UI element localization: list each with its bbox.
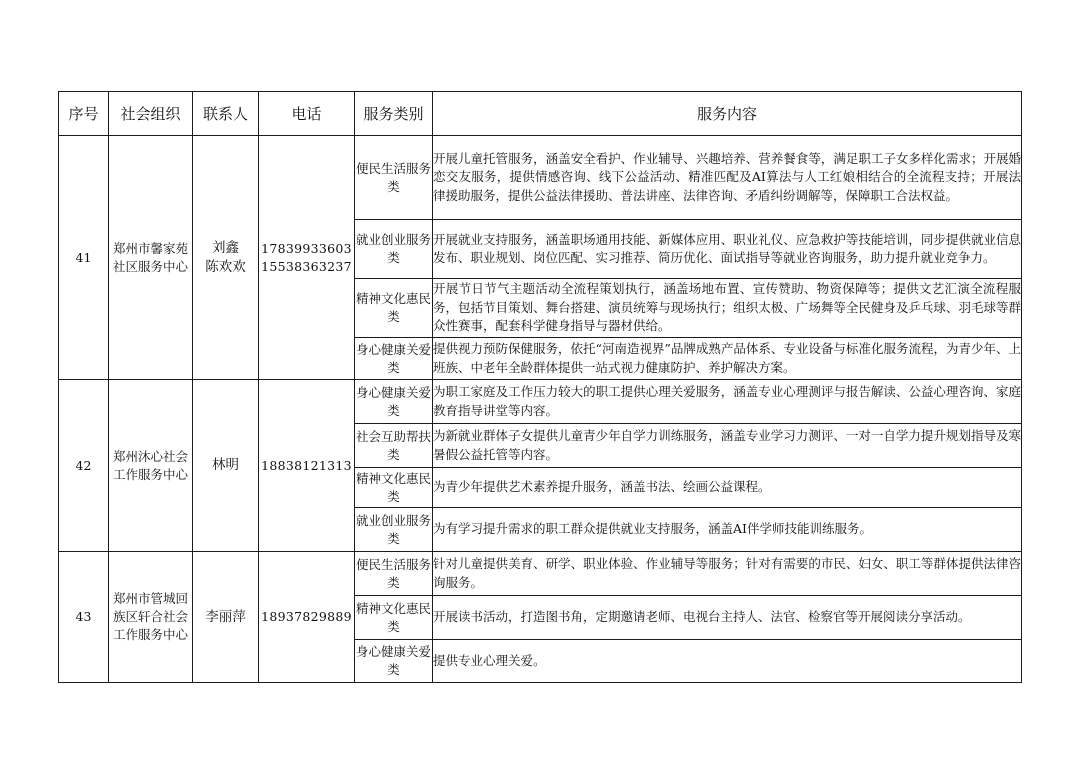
phone-number: 18937829889 xyxy=(261,609,352,624)
service-category: 就业创业服务类 xyxy=(355,220,433,279)
contact-name: 李丽萍 xyxy=(205,608,246,625)
header-index: 序号 xyxy=(59,92,109,136)
service-category: 精神文化惠民类 xyxy=(355,596,433,640)
service-category: 身心健康关爱类 xyxy=(355,338,433,380)
contact-cell xyxy=(193,136,259,380)
phone-cell xyxy=(259,380,355,552)
service-content: 为职工家庭及工作压力较大的职工提供心理关爱服务，涵盖专业心理测评与报告解读、公益心理咨询、家庭教育指导讲堂等内容。 xyxy=(433,380,1022,424)
org-name: 郑州市馨家苑社区服务中心 xyxy=(109,136,193,380)
service-content: 为青少年提供艺术素养提升服务，涵盖书法、绘画公益课程。 xyxy=(433,468,1022,508)
header-org: 社会组织 xyxy=(109,92,193,136)
service-content: 提供专业心理关爱。 xyxy=(433,640,1022,683)
contact-name: 刘鑫 xyxy=(212,239,239,256)
phone-cell xyxy=(259,552,355,683)
header-category: 服务类别 xyxy=(355,92,433,136)
table-row xyxy=(59,380,1022,424)
phone-cell xyxy=(259,136,355,380)
service-content: 提供视力预防保健服务，依托“河南造视界”品牌成熟产品体系、专业设备与标准化服务流程，为青少年、上班族、中老年全龄群体提供一站式视力健康防护、养护解决方案。 xyxy=(433,338,1022,380)
service-content: 开展节日节气主题活动全流程策划执行，涵盖场地布置、宣传赞助、物资保障等；提供文艺汇演全流程服务，包括节目策划、舞台搭建、演员统筹与现场执行；组织太极、广场舞等全民健身及乒乓球、羽毛球等群众性赛事，配套科学健身指导与器材供给。 xyxy=(433,279,1022,338)
service-category: 就业创业服务类 xyxy=(355,508,433,552)
org-name: 郑州沐心社会工作服务中心 xyxy=(109,380,193,552)
service-content: 为新就业群体子女提供儿童青少年自学力训练服务，涵盖专业学习力测评、一对一自学力提升规划指导及寒暑假公益托管等内容。 xyxy=(433,424,1022,468)
table-header-row xyxy=(59,92,1022,136)
service-category: 社会互助帮扶类 xyxy=(355,424,433,468)
phone-number: 17839933603 xyxy=(261,240,352,256)
header-contact: 联系人 xyxy=(193,92,259,136)
service-content: 开展儿童托管服务，涵盖安全看护、作业辅导、兴趣培养、营养餐食等，满足职工子女多样化需求；开展婚恋交友服务，提供情感咨询、线下公益活动、精准匹配及AI算法与人工红娘相结合的全流程支持；开展法律援助服务，提供公益法律援助、普法讲座、法律咨询、矛盾纠纷调解等，保障职工合法权益。 xyxy=(433,136,1022,220)
service-category: 精神文化惠民类 xyxy=(355,279,433,338)
service-content: 为有学习提升需求的职工群众提供就业支持服务，涵盖AI伴学师技能训练服务。 xyxy=(433,508,1022,552)
table-row xyxy=(59,552,1022,596)
service-category: 身心健康关爱类 xyxy=(355,380,433,424)
service-content: 开展就业支持服务，涵盖职场通用技能、新媒体应用、职业礼仪、应急救护等技能培训，同步提供就业信息发布、职业规划、岗位匹配、实习推荐、简历优化、面试指导等就业咨询服务，助力提升就业竞争力。 xyxy=(433,220,1022,279)
service-content: 针对儿童提供美育、研学、职业体验、作业辅导等服务；针对有需要的市民、妇女、职工等群体提供法律咨询服务。 xyxy=(433,552,1022,596)
org-name: 郑州市管城回族区轩合社会工作服务中心 xyxy=(109,552,193,683)
service-category: 便民生活服务类 xyxy=(355,136,433,220)
phone-number: 15538363237 xyxy=(261,258,352,274)
service-category: 身心健康关爱类 xyxy=(355,640,433,683)
service-category: 便民生活服务类 xyxy=(355,552,433,596)
service-org-table xyxy=(58,91,1022,683)
org-index: 43 xyxy=(59,552,109,683)
header-phone: 电话 xyxy=(259,92,355,136)
header-content: 服务内容 xyxy=(433,92,1022,136)
service-content: 开展读书活动，打造图书角，定期邀请老师、电视台主持人、法官、检察官等开展阅读分享活动。 xyxy=(433,596,1022,640)
org-index: 42 xyxy=(59,380,109,552)
org-index: 41 xyxy=(59,136,109,380)
service-category: 精神文化惠民类 xyxy=(355,468,433,508)
table-row xyxy=(59,136,1022,220)
contact-cell xyxy=(193,552,259,683)
phone-number: 18838121313 xyxy=(261,457,352,473)
contact-name: 陈欢欢 xyxy=(205,258,246,275)
contact-name: 林明 xyxy=(212,457,239,473)
contact-cell xyxy=(193,380,259,552)
